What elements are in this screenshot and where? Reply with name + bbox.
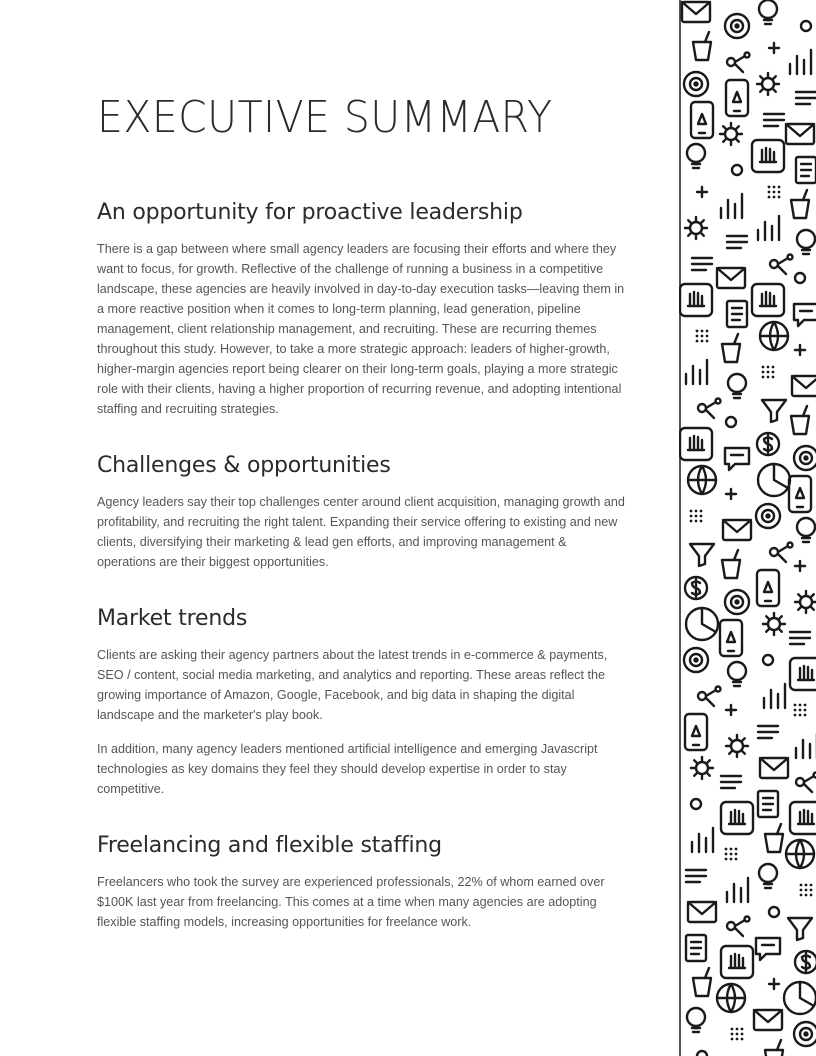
- bulb-icon: [728, 662, 746, 686]
- funnel-icon: [788, 918, 812, 940]
- bulb-icon: [687, 1008, 705, 1032]
- target-icon: [756, 504, 780, 528]
- cup-icon: [765, 1040, 783, 1056]
- doc-icon: [758, 791, 778, 817]
- target-icon: [684, 72, 708, 96]
- bulb-icon: [687, 144, 705, 168]
- page-title: EXECUTIVE SUMMARY: [97, 92, 553, 143]
- envelope-icon: [723, 520, 751, 540]
- bars-icon: [764, 684, 785, 708]
- ring-icon: [697, 1051, 707, 1056]
- gear-icon: [757, 73, 779, 95]
- funnel-icon: [762, 400, 786, 422]
- envelope-icon: [792, 376, 816, 396]
- gear-icon: [763, 613, 785, 635]
- node-icon: [727, 53, 750, 73]
- gear-icon: [691, 757, 713, 779]
- gear-icon: [720, 123, 742, 145]
- dots-icon: [768, 186, 780, 198]
- node-icon: [796, 773, 816, 793]
- node-icon: [770, 255, 793, 275]
- plus-icon: [726, 705, 736, 715]
- doc-icon: [727, 301, 747, 327]
- gear-icon: [685, 217, 707, 239]
- section-freelancing-staffing: [97, 833, 627, 946]
- ring-icon: [726, 417, 736, 427]
- dots-icon: [690, 510, 702, 522]
- pattern-graphic: [679, 0, 816, 1056]
- phone-icon: [726, 80, 748, 116]
- doc-icon: [796, 157, 816, 183]
- gear-icon: [795, 591, 816, 613]
- cup-icon: [791, 190, 809, 218]
- section-paragraph: Agency leaders say their top challenges center around client acquisition, managing growth and profitability, and recruiting the right talent. Expanding their service offering to existing and new clients, diversifying their marketing & lead gen efforts, and improving management & operations are their biggest opportunities.: [97, 495, 625, 569]
- lines-icon: [796, 92, 816, 104]
- globe-icon: [717, 984, 745, 1012]
- cup-icon: [693, 968, 711, 996]
- hand-icon: [680, 428, 712, 460]
- plus-icon: [795, 561, 805, 571]
- section-proactive-leadership: [97, 200, 627, 433]
- hand-icon: [790, 802, 816, 834]
- plus-icon: [795, 345, 805, 355]
- ring-icon: [763, 655, 773, 665]
- globe-icon: [688, 466, 716, 494]
- bulb-icon: [759, 0, 777, 24]
- dollar-icon: [685, 577, 707, 599]
- envelope-icon: [717, 268, 745, 288]
- dots-icon: [800, 884, 812, 896]
- ring-icon: [691, 799, 701, 809]
- ring-icon: [795, 273, 805, 283]
- target-icon: [684, 648, 708, 672]
- lines-icon: [758, 726, 778, 738]
- pie-icon: [784, 982, 816, 1014]
- target-icon: [725, 14, 749, 38]
- bulb-icon: [797, 518, 815, 542]
- cup-icon: [722, 550, 740, 578]
- plus-icon: [769, 43, 779, 53]
- ring-icon: [801, 21, 811, 31]
- section-paragraph: Freelancers who took the survey are experienced professionals, 22% of whom earned over $100K last year from freelancing. This comes at a time when many agencies are adopting flexible staffing models, increasing opportunities for freelance work.: [97, 875, 605, 929]
- node-icon: [770, 543, 793, 563]
- section-paragraph: There is a gap between where small agency leaders are focusing their efforts and where they want to focus, for growth. Reflective of the challenge of running a business in a competitive landscape, these agencies are heavily involved in day-to-day execution tasks—leaving them in a more reactive position when it comes to long-term planning, lead generation, pipeline management, client relationship management, and recruiting. These are recurring themes throughout this study. However, to take a more strategic approach: leaders of higher-growth, higher-margin agencies report being clearer on their long-term goals, playing a more strategic role with their clients, having a higher proportion of recurring revenue, and adopting intentional staffing and recruiting strategies.: [97, 242, 625, 416]
- plus-icon: [697, 187, 707, 197]
- envelope-icon: [760, 758, 788, 778]
- bubble-icon: [756, 938, 780, 960]
- envelope-icon: [682, 2, 710, 22]
- cup-icon: [722, 334, 740, 362]
- ring-icon: [769, 907, 779, 917]
- funnel-icon: [690, 544, 714, 566]
- dollar-icon: [757, 433, 779, 455]
- pie-icon: [686, 608, 718, 640]
- lines-icon: [692, 258, 712, 270]
- dots-icon: [794, 704, 806, 716]
- plus-icon: [726, 489, 736, 499]
- section-market-trends: [97, 606, 627, 813]
- lines-icon: [764, 114, 784, 126]
- dots-icon: [762, 366, 774, 378]
- section-heading: An opportunity for proactive leadership: [97, 200, 523, 225]
- node-icon: [727, 917, 750, 937]
- ring-icon: [732, 165, 742, 175]
- bulb-icon: [759, 864, 777, 888]
- envelope-icon: [786, 124, 814, 144]
- target-icon: [725, 590, 749, 614]
- section-heading: Challenges & opportunities: [97, 453, 391, 478]
- dots-icon: [731, 1028, 743, 1040]
- cup-icon: [765, 824, 783, 852]
- icon-doodle-pattern: [679, 0, 816, 1056]
- phone-icon: [691, 102, 713, 138]
- lines-icon: [721, 776, 741, 788]
- bars-icon: [686, 360, 707, 384]
- bars-icon: [727, 878, 748, 902]
- bulb-icon: [797, 230, 815, 254]
- target-icon: [794, 1022, 816, 1046]
- phone-icon: [757, 570, 779, 606]
- section-heading: Market trends: [97, 606, 248, 631]
- bars-icon: [796, 734, 816, 758]
- hand-icon: [752, 284, 784, 316]
- bars-icon: [790, 50, 811, 74]
- bars-icon: [721, 194, 742, 218]
- target-icon: [794, 446, 816, 470]
- hand-icon: [680, 284, 712, 316]
- hand-icon: [721, 946, 753, 978]
- cup-icon: [791, 406, 809, 434]
- section-paragraph: In addition, many agency leaders mentioned artificial intelligence and emerging Javascript technologies as key domains they feel they should develop expertise in order to stay competitive.: [97, 742, 598, 796]
- section-heading: Freelancing and flexible staffing: [97, 833, 442, 858]
- doc-icon: [686, 935, 706, 961]
- hand-icon: [752, 140, 784, 172]
- globe-icon: [786, 840, 814, 868]
- envelope-icon: [688, 902, 716, 922]
- phone-icon: [720, 620, 742, 656]
- dots-icon: [725, 848, 737, 860]
- envelope-icon: [754, 1010, 782, 1030]
- lines-icon: [686, 870, 706, 882]
- globe-icon: [760, 322, 788, 350]
- bubble-icon: [794, 304, 816, 326]
- phone-icon: [685, 714, 707, 750]
- bubble-icon: [725, 448, 749, 470]
- plus-icon: [769, 979, 779, 989]
- bars-icon: [758, 216, 779, 240]
- node-icon: [698, 687, 721, 707]
- dots-icon: [696, 330, 708, 342]
- bulb-icon: [728, 374, 746, 398]
- bars-icon: [692, 828, 713, 852]
- hand-icon: [721, 802, 753, 834]
- gear-icon: [726, 735, 748, 757]
- lines-icon: [790, 632, 810, 644]
- lines-icon: [727, 236, 747, 248]
- dollar-icon: [795, 951, 816, 973]
- hand-icon: [790, 658, 816, 690]
- phone-icon: [789, 476, 811, 512]
- pie-icon: [758, 464, 790, 496]
- section-paragraph: Clients are asking their agency partners about the latest trends in e-commerce & payments, SEO / content, social media marketing, and analytics and reporting. These areas reflect the growing importance of Amazon, Google, Facebook, and big data in shaping the digital landscape and the marketer's play book.: [97, 648, 608, 722]
- node-icon: [698, 399, 721, 419]
- cup-icon: [693, 32, 711, 60]
- section-challenges-opportunities: [97, 453, 627, 586]
